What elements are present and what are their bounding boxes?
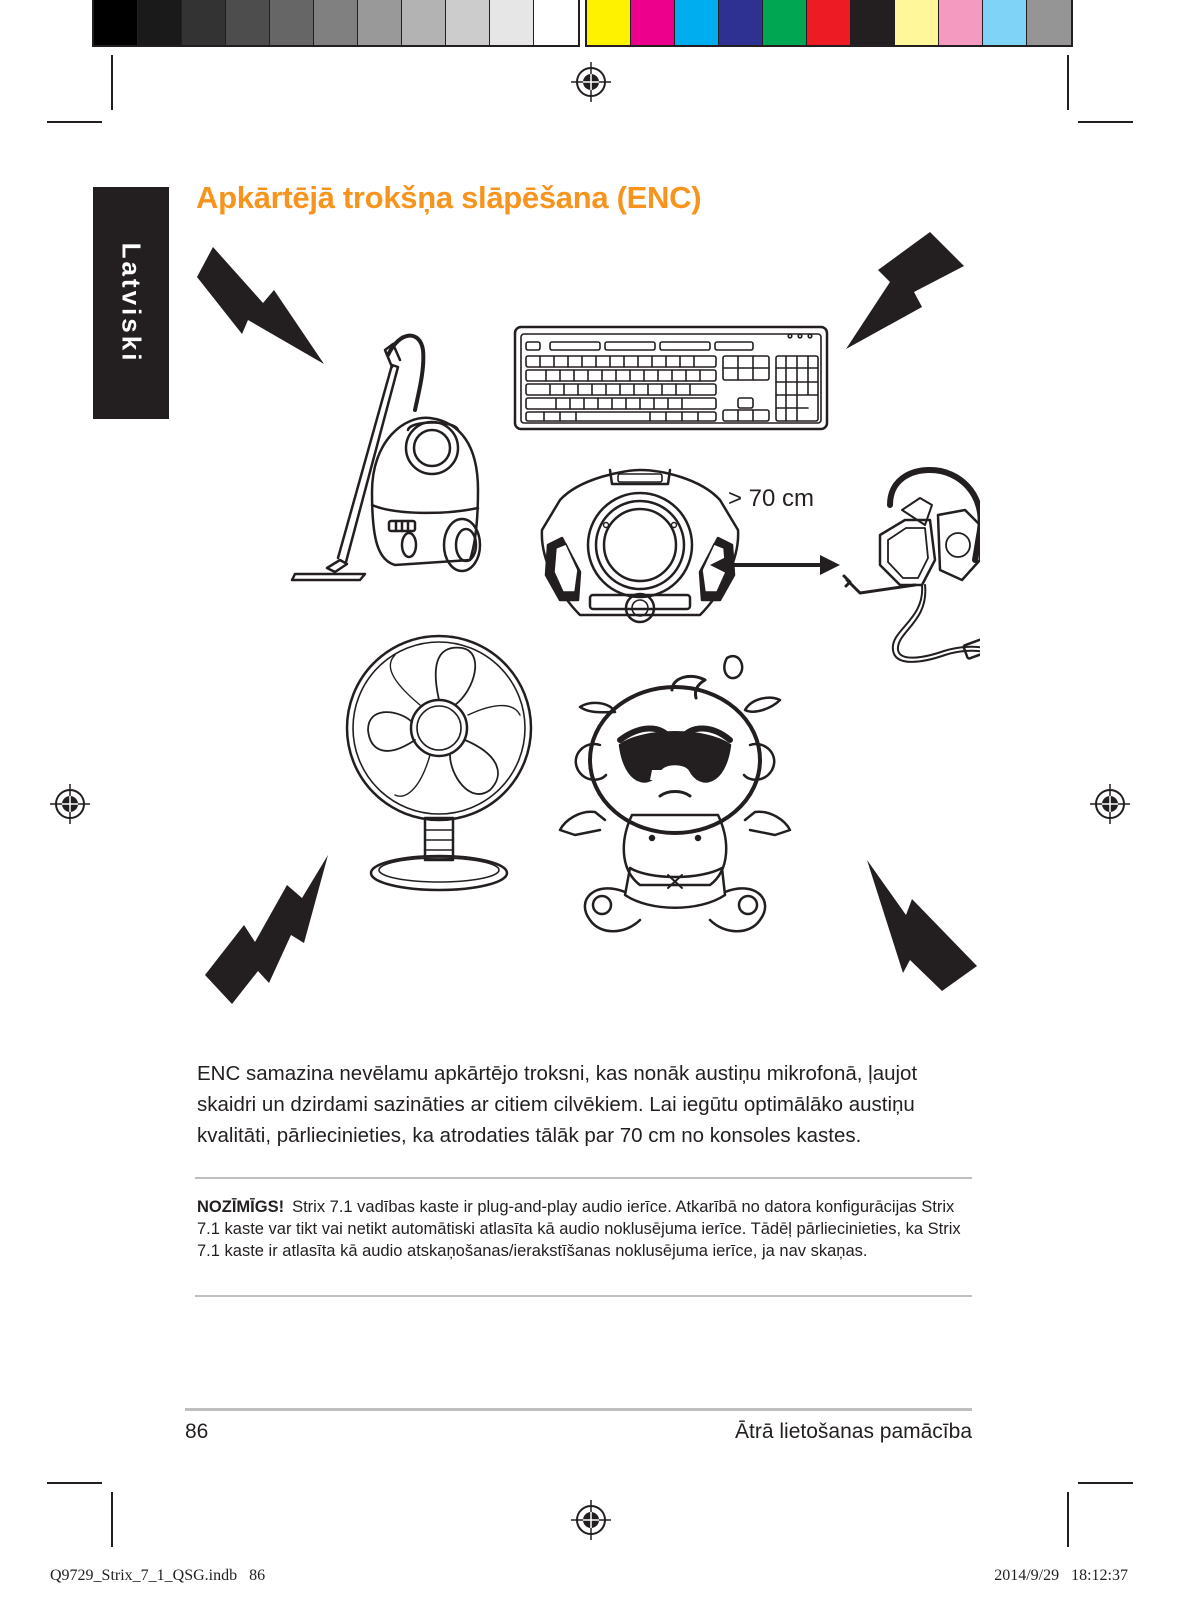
language-label: Latviski: [116, 242, 147, 364]
color-swatch: [490, 0, 534, 45]
color-swatch: [534, 0, 578, 45]
color-swatch: [587, 0, 631, 45]
crop-mark: [1078, 121, 1133, 123]
color-swatch: [631, 0, 675, 45]
color-swatch: [895, 0, 939, 45]
language-side-tab: [93, 187, 169, 419]
distance-label: > 70 cm: [728, 485, 815, 512]
color-swatch: [270, 0, 314, 45]
color-swatch: [675, 0, 719, 45]
note-text: Strix 7.1 vadības kaste ir plug-and-play audio ierīce. Atkarībā no datora konfigurācijas Strix 7.1 kaste var tikt vai netikt automātiski atlasīta kā audio noklusējuma ierīce. Tādēļ pārliecinieties, ka Strix 7.1 kaste ir atlasīta kā audio atskaņošanas/ierakstīšanas noklusējuma ierīce, ja nav skaņas.: [197, 1198, 961, 1260]
crop-mark: [111, 55, 113, 110]
color-swatch: [358, 0, 402, 45]
slug-timestamp: 2014/9/29 18:12:37: [994, 1567, 1128, 1584]
enc-illustration: [180, 220, 980, 1020]
color-swatch: [314, 0, 358, 45]
registration-mark-icon: [1090, 784, 1130, 824]
color-swatch: [226, 0, 270, 45]
color-swatch: [1027, 0, 1071, 45]
color-swatch: [446, 0, 490, 45]
registration-mark-icon: [571, 62, 611, 102]
page-title: Apkārtējā trokšņa slāpēšana (ENC): [196, 180, 702, 215]
important-note: [197, 1196, 972, 1262]
grayscale-color-bar: [92, 0, 580, 47]
color-swatch: [402, 0, 446, 45]
crop-mark: [1078, 1482, 1133, 1484]
vacuum-cleaner-icon: [292, 336, 480, 580]
crying-baby-icon: [560, 656, 790, 931]
crop-mark: [47, 1482, 102, 1484]
body-paragraph: ENC samazina nevēlamu apkārtējo troksni, kas nonāk austiņu mikrofonā, ļaujot skaidri un dzirdami sazināties ar citiem cilvēkiem. Lai iegūtu optimālāko austiņu kvalitāti, pārliecinieties, ka atrodaties tālāk par 70 cm no konsoles kastes.: [197, 1062, 918, 1147]
keyboard-icon: [515, 327, 827, 429]
headset-icon: [844, 470, 980, 662]
note-label: NOZĪMĪGS!: [197, 1198, 285, 1216]
registration-mark-icon: [571, 1500, 611, 1540]
guide-name: Ātrā lietošanas pamācība: [735, 1420, 972, 1443]
crop-mark: [111, 1492, 113, 1547]
page-number: 86: [185, 1420, 209, 1443]
color-swatch: [939, 0, 983, 45]
control-box-icon: [542, 470, 738, 622]
color-swatch: [807, 0, 851, 45]
distance-arrow-icon: [710, 555, 840, 575]
color-swatch: [182, 0, 226, 45]
color-swatch: [851, 0, 895, 45]
note-top-rule: [195, 1177, 972, 1179]
process-color-bar: [585, 0, 1073, 47]
note-bottom-rule: [195, 1295, 972, 1297]
desk-fan-icon: [347, 636, 531, 890]
color-swatch: [983, 0, 1027, 45]
crop-mark: [47, 121, 102, 123]
registration-mark-icon: [50, 784, 90, 824]
footer-rule: [185, 1408, 972, 1411]
noise-bolt-icon: [197, 232, 977, 1004]
slug-file-name: Q9729_Strix_7_1_QSG.indb 86: [50, 1567, 266, 1584]
color-swatch: [94, 0, 138, 45]
crop-mark: [1067, 1492, 1069, 1547]
color-swatch: [763, 0, 807, 45]
color-swatch: [719, 0, 763, 45]
crop-mark: [1067, 55, 1069, 110]
color-swatch: [138, 0, 182, 45]
